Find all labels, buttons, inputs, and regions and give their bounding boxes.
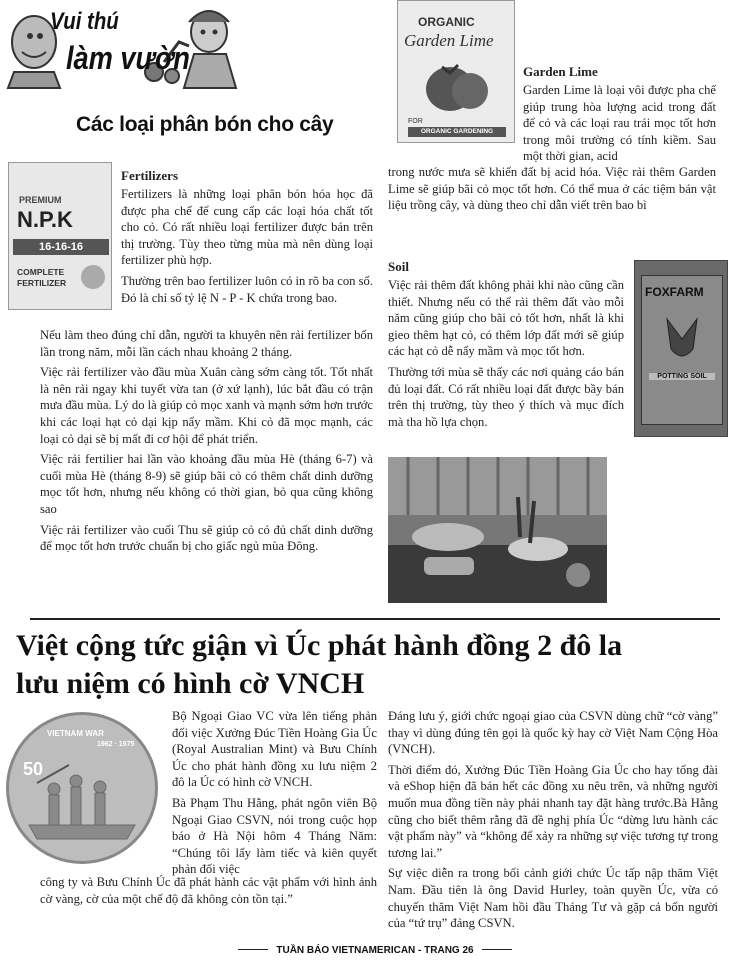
bag-line2: FERTILIZER bbox=[17, 278, 67, 288]
news-left-col-top bbox=[172, 708, 377, 882]
fertilizers-p4: Việc rải fertilizer vào đầu mùa Xuân càng sớm càng tốt. Tốt nhất là nên rải ngay khi tuyết vừa tan (ở xứ lạnh), lúc bắt đầu có trận mưa đầu mùa. Lý do là giúp cỏ mọc xanh và mạnh sớm hơn trước khi các loại hạt cỏ dại kịp nẩy mầm. Khi cỏ đã mọc mạnh, các loại cỏ dại sẽ bị mất đi cơ hội để phát triển. bbox=[40, 365, 373, 446]
news-left-p2b: công ty và Bưu Chính Úc đã phát hành các vật phẩm với hình ảnh cờ vàng, cờ của một chế độ đã không còn tồn tại.” bbox=[40, 875, 377, 906]
footer-rule-left bbox=[238, 949, 268, 950]
logo bbox=[4, 2, 254, 90]
news-left-p1: Bộ Ngoại Giao VC vừa lên tiếng phản đối việc Xưởng Đúc Tiền Hoàng Gia Úc (Royal Australian Mint) và Bưu Chính Úc cho phát hành đồng xu lưu niệm 2 đô la Úc có hình cờ VNCH. bbox=[172, 709, 377, 790]
garden-lime-col-bottom bbox=[388, 164, 716, 218]
soldiers-relief bbox=[9, 715, 155, 861]
tomato-icon bbox=[422, 57, 492, 115]
logo-line1: Vui thú bbox=[50, 8, 119, 35]
fertilizers-p1: Fertilizers là những loại phân bón hóa học đã được pha chế để cung cấp các loại hóa chất tốt cho cỏ. Có rất nhiều loại fertilizer được bán trên thị trường. Tùy theo từng mùa mà nên dùng loại fertilizer phù hợp. bbox=[121, 187, 373, 268]
bag-name: N.P.K bbox=[17, 207, 73, 232]
news-right-p2: Thời điểm đó, Xưởng Đúc Tiền Hoàng Gia Úc cho hay tổng đài và eShop hiện đã bán hết các đồng xu nêu trên, và những người muốn mua đồng tiền này phải nhanh tay đặt hàng trước.Bà Hằng cũng cho biết thêm rằng đã đề nghị phía Úc “dừng lưu hành các vật phẩm này” và “không để xảy ra những sự việc tương tự trong tương lai.” bbox=[388, 762, 718, 860]
pkg-name: Garden Lime bbox=[404, 31, 494, 50]
headline-line1: Việt cộng tức giận vì Úc phát hành đồng 2 đô la bbox=[16, 629, 623, 662]
news-right-col bbox=[388, 708, 718, 936]
fertilizers-p2: Thường trên bao fertilizer luôn có in rõ ba con số. Đó là chỉ số tỷ lệ N - P - K chứa trong bao. bbox=[121, 273, 373, 305]
gardening-photo bbox=[388, 457, 607, 603]
news-left-p2a: Bà Phạm Thu Hằng, phát ngôn viên Bộ Ngoại Giao CSVN, nói trong cuộc họp báo ở Hà Nội hôm 4 Tháng Năm: “Chúng tôi lấy làm tiếc và kiên quyết phản đối việc bbox=[172, 795, 377, 877]
foxfarm-bag-image bbox=[634, 260, 728, 437]
footer-rule-right bbox=[482, 949, 512, 950]
coin-years: 1962 · 1975 bbox=[97, 741, 135, 748]
footer bbox=[0, 940, 750, 958]
garden-lime-col-top bbox=[523, 82, 716, 169]
footer-text: TUẦN BÁO VIETNAMERICAN - TRANG 26 bbox=[276, 945, 474, 956]
section-divider bbox=[30, 618, 720, 620]
section-title: Các loại phân bón cho cây bbox=[76, 113, 334, 136]
news-left-col-bottom bbox=[40, 874, 377, 911]
coin-value: 50 bbox=[23, 759, 44, 779]
garden-lime-p1: Garden Lime là loại vôi được pha chế giúp trung hòa lượng acid trong đất để cỏ và các loại rau trái mọc tốt hơn trong môi trường có tính kiềm. Sau một thời gian, acid bbox=[523, 83, 716, 164]
soil-heading: Soil bbox=[388, 259, 409, 274]
logo-line2: làm vườn bbox=[66, 40, 190, 76]
npk-bag-image bbox=[8, 162, 112, 310]
pkg-use: ORGANIC GARDENING bbox=[408, 127, 506, 137]
garden-lime-p2: trong nước mưa sẽ khiến đất bị acid hóa. Việc rải thêm Garden Lime sẽ giúp bãi cỏ mọc tốt hơn. Có thể mua ở các tiệm bán vật liệu trồng cây, và dùng theo chỉ dẫn viết trên bao bì bbox=[388, 165, 716, 213]
pellets-icon bbox=[81, 265, 105, 289]
pkg-top: ORGANIC bbox=[418, 15, 475, 29]
soil-p1: Việc rải thêm đất không phải khi nào cũng cần thiết. Nhưng nếu có thể rải thêm đất vào mỗi năm cũng giúp cho bãi cỏ tốt hơn, nhất là khi gieo thêm hạt cỏ, có thêm lớp đất mới sẽ giúp các hạt cỏ dễ nẩy mầm và mọc tốt hơn. bbox=[388, 278, 624, 359]
fox-icon bbox=[657, 309, 707, 365]
bag-ratio: 16-16-16 bbox=[13, 239, 109, 255]
soil-bag-brand: FOXFARM bbox=[645, 285, 704, 299]
pkg-for: FOR bbox=[408, 118, 423, 125]
headline bbox=[16, 627, 736, 703]
garden-lime-package-image bbox=[397, 0, 515, 143]
coin-top-text: VIETNAM WAR bbox=[47, 729, 104, 738]
commemorative-coin-image bbox=[6, 712, 158, 864]
fertilizers-p6: Việc rải fertilizer vào cuối Thu sẽ giúp cỏ có đủ chất dinh dưỡng để mọc tốt hơn trước chuẩn bị cho giấc ngủ mùa Đông. bbox=[40, 522, 373, 554]
soil-p2: Thường tới mùa sẽ thấy các nơi quảng cáo bán đủ loại đất. Có rất nhiều loại đất được bầy bán trên thị trường, tùy theo ý thích và mục đích mà tha hồ lựa chọn. bbox=[388, 364, 624, 429]
fertilizers-heading: Fertilizers bbox=[121, 168, 179, 183]
fertilizers-p5: Việc rải fertilier hai lần vào khoảng đầu mùa Hè (tháng 6-7) và cuối mùa Hè (tháng 8-9) sẽ giúp bãi cỏ có thêm chất dinh dưỡng mọc tốt hơn, nhưng nếu không có thời gian, bỏ qua cũng không sao bbox=[40, 452, 373, 516]
garden-lime-heading: Garden Lime bbox=[523, 64, 598, 79]
bag-brand: PREMIUM bbox=[19, 195, 62, 205]
fertilizers-col-bottom bbox=[40, 327, 373, 559]
news-right-p1: Đáng lưu ý, giới chức ngoại giao của CSVN dùng chữ “cờ vàng” thay vì dùng đúng tên gọi là quốc kỳ hay cờ Việt Nam Cộng Hòa (VNCH). bbox=[388, 709, 718, 757]
soil-col bbox=[388, 277, 624, 434]
soil-bag-label: POTTING SOIL bbox=[649, 373, 715, 380]
headline-line2: lưu niệm có hình cờ VNCH bbox=[16, 667, 365, 700]
bag-line1: COMPLETE bbox=[17, 267, 65, 277]
news-right-p3: Sự việc diễn ra trong bối cảnh giới chức Úc tấp nập thăm Việt Nam. Đầu tiên là ông David Hurley, toàn quyền Úc, vừa có chuyến thăm Việt Nam hồi đầu Tháng Tư và gặp cả bốn người của “tứ trụ” đảng CSVN. bbox=[388, 866, 718, 931]
fertilizers-col-top bbox=[121, 186, 373, 310]
fertilizers-p3: Nếu làm theo đúng chỉ dẫn, người ta khuyên nên rải fertilizer bốn lần trong năm, mỗi lần cách nhau khoảng 2 tháng. bbox=[40, 328, 373, 359]
